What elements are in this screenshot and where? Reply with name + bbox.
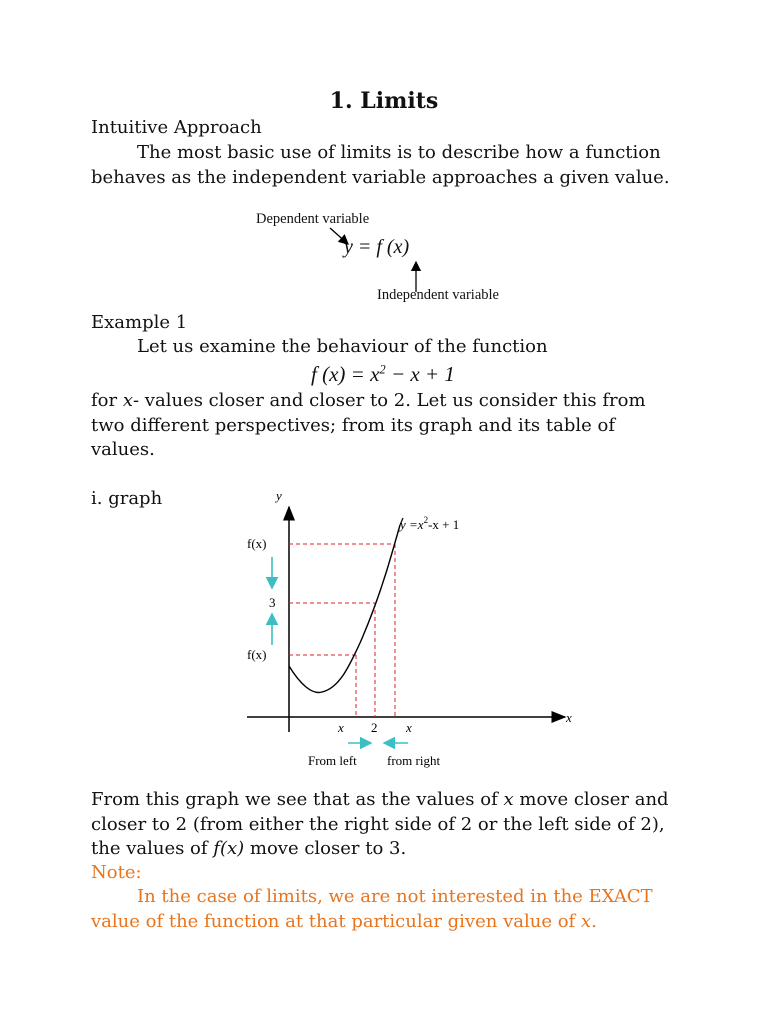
- x-axis-label: x: [566, 710, 572, 725]
- fx-lower-label: f(x): [247, 647, 267, 662]
- guide-lines: [289, 544, 395, 717]
- example-paragraph: for x- values closer and closer to 2. Let us consider this from two different perspectives; from its graph and its table of values.: [91, 390, 646, 460]
- note-label: Note:: [91, 862, 142, 883]
- curve: [289, 525, 400, 692]
- example-heading: Example 1: [91, 312, 188, 333]
- y-axis-label: y: [276, 488, 282, 503]
- x-tick-2: 2: [371, 720, 378, 735]
- note-paragraph: In the case of limits, we are not interested in the EXACT value of the function at that particular given value of x.: [91, 886, 653, 932]
- independent-variable-label: Independent variable: [377, 287, 499, 303]
- x-right-label: x: [406, 720, 412, 735]
- from-right-label: from right: [387, 753, 441, 768]
- graph-label: i. graph: [91, 488, 163, 509]
- section-heading: Intuitive Approach: [91, 117, 262, 138]
- equation-y-equals-fx: y = f (x): [344, 236, 410, 258]
- x-left-label: x: [338, 720, 344, 735]
- fx-upper-label: f(x): [247, 536, 267, 551]
- curve-label: $y =x^2-x + 1$: [400, 515, 460, 532]
- example-intro: Let us examine the behaviour of the function: [137, 336, 548, 357]
- dependent-variable-label: Dependent variable: [256, 211, 370, 227]
- section-paragraph: The most basic use of limits is to describe how a function behaves as the independent variable approaches a given value.: [91, 142, 670, 188]
- conclusion-paragraph: From this graph we see that as the values of x move closer and closer to 2 (from either the right side of 2 or the left side of 2), the values of f(x) move closer to 3.: [91, 789, 669, 859]
- page-title: 1. Limits: [329, 88, 439, 114]
- from-left-label: From left: [308, 753, 357, 768]
- function-definition: f $(x) = x^2 - x + 1$: [311, 362, 455, 386]
- y-tick-3: 3: [269, 595, 276, 610]
